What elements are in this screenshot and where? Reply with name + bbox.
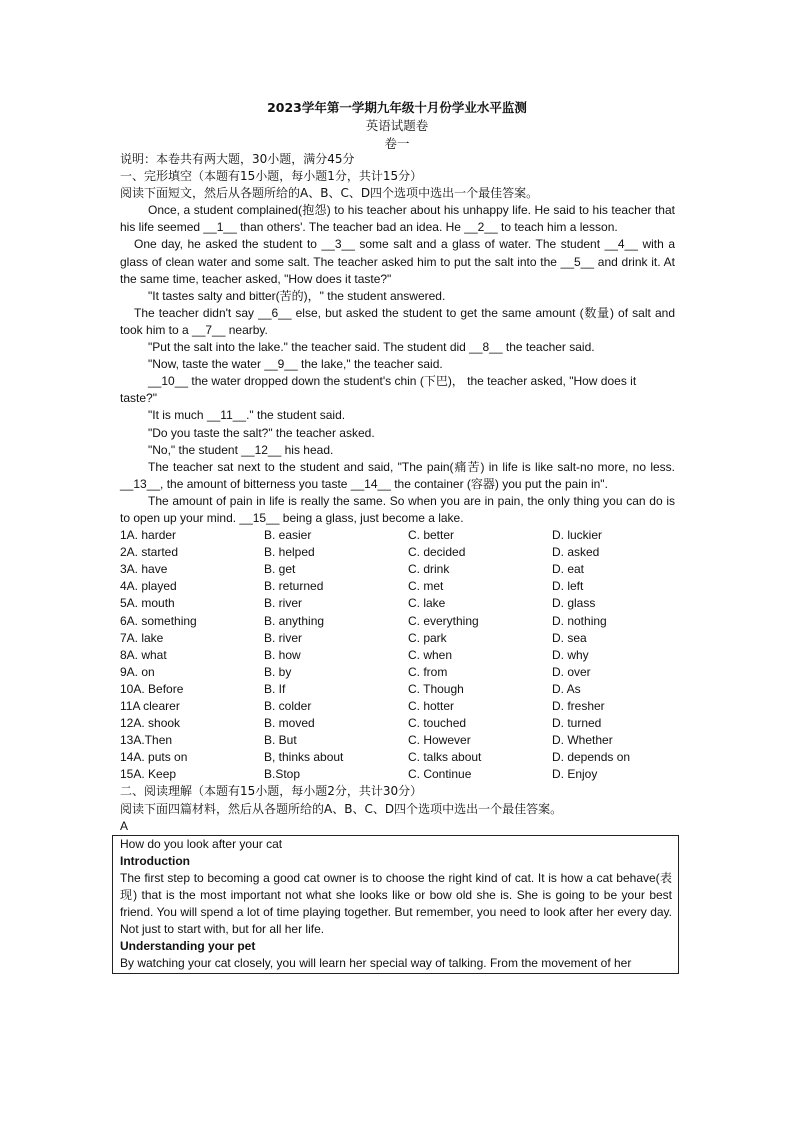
option-choice: D. depends on [552, 750, 631, 765]
option-choice: C. touched [408, 716, 467, 731]
option-choice: D. luckier [552, 528, 603, 543]
option-row [120, 664, 675, 681]
option-choice: C. drink [408, 562, 450, 577]
option-choice: 1A. harder [120, 528, 177, 543]
passage-a-understand-heading: Understanding your pet [120, 939, 256, 954]
option-choice: B. get [264, 562, 296, 577]
part-label: A [120, 818, 129, 833]
exam-note: 说明：本卷共有两大题，30小题，满分45分 [120, 152, 355, 166]
option-choice: 14A. puts on [120, 750, 188, 765]
option-choice: 2A. started [120, 545, 179, 560]
option-row [120, 595, 675, 612]
passage-paragraph: "Do you taste the salt?" the teacher asked. [148, 425, 375, 440]
options-list [120, 527, 675, 783]
option-choice: 7A. lake [120, 630, 164, 645]
option-choice: C. park [408, 630, 447, 645]
option-choice: 3A. have [120, 562, 168, 577]
option-choice: D. Enjoy [552, 767, 598, 782]
option-row [120, 647, 675, 664]
option-choice: 9A. on [120, 664, 155, 679]
option-choice: B. If [264, 681, 286, 696]
section2-instruction: 阅读下面四篇材料，然后从各题所给的A、B、C、D四个选项中选出一个最佳答案。 [120, 801, 563, 816]
passage-paragraph: __10__ the water dropped down the student's chin (下巴)， the teacher asked, "How does it [148, 374, 637, 389]
option-choice: B. river [264, 596, 303, 611]
option-choice: 4A. played [120, 579, 177, 594]
option-choice: D. why [552, 647, 589, 662]
option-row [120, 578, 675, 595]
option-choice: D. sea [552, 630, 587, 645]
option-choice: D. turned [552, 716, 602, 731]
option-choice: B. river [264, 630, 303, 645]
exam-title: 2023学年第一学期九年级十月份学业水平监测 [267, 100, 527, 115]
option-choice: C. from [408, 664, 448, 679]
option-choice: B. helped [264, 545, 315, 560]
passage-paragraph: Once, a student complained(抱怨) to his teacher about his unhappy life. He said to his teacher that his life seemed __1__ than others'. The teacher bad an idea. He __2__ to teach him a lesson. [120, 203, 675, 235]
passage-paragraph: The amount of pain in life is really the same. So when you are in pain, the only thing you can do is to open up your mind. __15__ being a glass, just become a lake. [120, 493, 675, 525]
passage-paragraph: The teacher sat next to the student and said, "The pain(痛苦) in life is like salt-no more, no less. __13__, the amount of bitterness you taste __14__ the container (容器) you put the pain in". [120, 459, 675, 491]
passage-paragraph: taste?" [120, 391, 157, 406]
option-row [120, 561, 675, 578]
passage-a-title: How do you look after your cat [120, 836, 283, 851]
option-choice: 8A. what [120, 647, 167, 662]
option-choice: C. talks about [408, 750, 482, 765]
option-choice: D. As [552, 681, 581, 696]
option-choice: B. how [264, 647, 301, 662]
option-choice: B. moved [264, 716, 315, 731]
option-choice: B, thinks about [264, 750, 344, 765]
option-choice: 10A. Before [120, 681, 184, 696]
option-choice: 11A clearer [120, 699, 180, 713]
option-choice: C. met [408, 579, 444, 594]
passage-paragraph: One day, he asked the student to __3__ some salt and a glass of water. The student __4__ with a glass of clean water and some salt. The teacher asked him to put the salt into the __5__ and drink it. At the same time, teacher asked, "How does it taste?" [120, 237, 675, 286]
option-choice: D. nothing [552, 613, 607, 628]
option-choice: 6A. something [120, 613, 197, 628]
option-choice: 13A.Then [120, 733, 173, 748]
option-choice: B. But [264, 733, 297, 748]
option-choice: B. colder [264, 699, 312, 713]
option-choice: D. fresher [552, 699, 605, 713]
option-row [120, 613, 675, 630]
section2-heading: 二、阅读理解（本题有15小题，每小题2分，共计30分） [120, 784, 423, 799]
section1-heading: 一、完形填空（本题有15小题，每小题1分，共计15分） [120, 169, 423, 184]
option-choice: C. better [408, 528, 455, 543]
option-choice: 5A. mouth [120, 596, 175, 611]
option-choice: 15A. Keep [120, 767, 177, 782]
option-choice: D. eat [552, 562, 585, 577]
option-row [120, 766, 675, 783]
option-choice: B. easier [264, 528, 312, 543]
option-choice: D. over [552, 664, 591, 679]
option-choice: D. glass [552, 596, 596, 611]
option-row [120, 715, 675, 732]
passage-a-box [112, 835, 679, 974]
passage-paragraph: "Now, taste the water __9__ the lake," the teacher said. [148, 357, 443, 372]
option-choice: D. asked [552, 545, 600, 560]
option-row [120, 527, 675, 544]
option-row [120, 698, 675, 715]
passage-paragraph: "It tastes salty and bitter(苦的)，" the student answered. [148, 288, 446, 303]
exam-subtitle: 英语试题卷 [365, 118, 429, 133]
passage-a-intro-heading: Introduction [120, 853, 190, 868]
option-choice: C. However [408, 733, 471, 748]
option-choice: B. returned [264, 579, 324, 594]
option-choice: C. Continue [408, 767, 472, 782]
option-choice: 12A. shook [120, 716, 181, 731]
passage-a-intro-text: The first step to becoming a good cat owner is to choose the right kind of cat. It is how a cat behave(表现) that is the most important not what she looks like or bow old she is. She is going to be your best friend. You will spend a lot of time playing together. But remember, you need to look after her every day. Not just to start with, but for all her life. [120, 870, 672, 937]
option-choice: C. Though [408, 681, 464, 696]
passage-paragraph: "No," the student __12__ his head. [148, 442, 334, 457]
option-choice: C. hotter [408, 699, 455, 713]
option-choice: D. Whether [552, 733, 613, 748]
option-choice: D. left [552, 579, 584, 594]
passage-paragraph: "It is much __11__." the student said. [148, 408, 346, 423]
passage-paragraph: The teacher didn't say __6__ else, but asked the student to get the same amount (数量) of salt and took him to a __7__ nearby. [120, 305, 675, 337]
option-choice: C. decided [408, 545, 466, 560]
option-row [120, 749, 675, 766]
option-row [120, 630, 675, 647]
section1-instruction: 阅读下面短文，然后从各题所给的A、B、C、D四个选项中选出一个最佳答案。 [120, 186, 539, 201]
option-choice: B. anything [264, 613, 325, 628]
option-row [120, 732, 675, 749]
exam-volume: 卷一 [384, 136, 410, 151]
option-choice: B.Stop [264, 767, 301, 782]
option-choice: C. everything [408, 613, 479, 628]
exam-body [120, 151, 675, 974]
option-choice: C. when [408, 647, 453, 662]
option-row [120, 544, 675, 561]
option-choice: C. lake [408, 596, 446, 611]
option-choice: B. by [264, 664, 292, 679]
passage-paragraph: "Put the salt into the lake." the teacher said. The student did __8__ the teacher said. [148, 340, 595, 355]
option-row [120, 681, 675, 698]
passage-a-understand-text: By watching your cat closely, you will learn her special way of talking. From the movement of her [120, 956, 632, 971]
